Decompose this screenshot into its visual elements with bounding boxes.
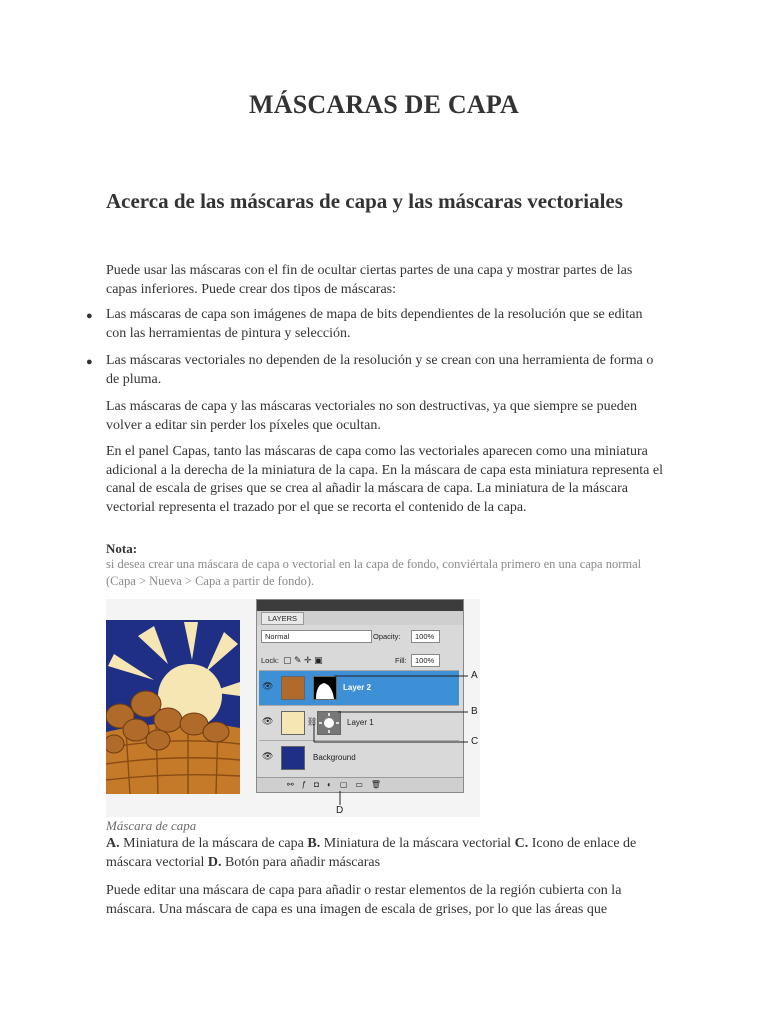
bullet-item: Las máscaras de capa son imágenes de mapa de bits dependientes de la resolución que se editan con las herramientas de pintura y selección. (106, 307, 643, 341)
note-text: si desea crear una máscara de capa o vectorial en la capa de fondo, conviértala primero en una capa normal (Capa > Nueva > Capa a partir de fondo). (106, 557, 642, 588)
legend-key: B. (307, 836, 321, 851)
callout-c: C (471, 736, 479, 747)
figure-legend (106, 835, 666, 872)
intro-paragraph: Puede usar las máscaras con el fin de ocultar ciertas partes de una capa y mostrar partes de las capas inferiores. Puede crear dos tipos de máscaras: (106, 263, 633, 297)
legend-text: Miniatura de la máscara de capa (119, 836, 308, 851)
section-heading: Acerca de las máscaras de capa y las máscaras vectoriales (106, 189, 623, 213)
bullet-dot: ● (86, 310, 93, 322)
eye-icon[interactable]: 👁 (262, 751, 274, 761)
layer-name: Layer 2 (343, 683, 372, 692)
callout-a: A (471, 670, 478, 681)
lock-icons[interactable]: ▢ ✎ ✛ ▣ (283, 655, 323, 665)
legend-text: Miniatura de la máscara vectorial (320, 836, 515, 851)
callout-b: B (471, 706, 478, 717)
legend-text: Botón para añadir máscaras (221, 854, 381, 870)
legend-text: Icono de enlace de máscara vectorial (106, 836, 637, 870)
fill-value[interactable]: 100% (411, 654, 440, 667)
panel-footer-icons[interactable]: ⚯ƒ◘◐▢▭🗑 (287, 780, 390, 789)
vector-mask-link-icon[interactable]: ⛓ (307, 717, 318, 726)
layer-name: Layer 1 (347, 718, 374, 727)
fill-label: Fill: (395, 656, 407, 665)
blend-mode-select[interactable]: Normal (261, 630, 372, 643)
opacity-value[interactable]: 100% (411, 630, 440, 643)
bullet-item: Las máscaras vectoriales no dependen de la resolución y se crean con una herramienta de forma o de pluma. (106, 353, 654, 387)
legend-key: D. (207, 854, 222, 870)
page-title: MÁSCARAS DE CAPA (249, 90, 519, 119)
eye-icon[interactable]: 👁 (262, 716, 274, 726)
callout-lines (106, 599, 480, 817)
callout-d: D (336, 805, 344, 816)
lock-label: Lock: (261, 656, 279, 665)
legend-key: A. (106, 836, 120, 851)
paragraph: Las máscaras de capa y las máscaras vectoriales no son destructivas, ya que siempre se pueden volver a editar sin perder los píxeles que ocultan. (106, 399, 638, 433)
opacity-label: Opacity: (373, 632, 401, 641)
layer-name: Background (313, 753, 356, 762)
paragraph: En el panel Capas, tanto las máscaras de capa como las vectoriales aparecen como una miniatura adicional a la derecha de la miniatura de la capa. En la máscara de capa esta miniatura representa el canal de escala de grises que se crea al añadir la máscara de capa. La miniatura de la máscara vectorial representa el trazado por el que se recorta el contenido de la capa. (106, 444, 663, 515)
figure-caption: Máscara de capa (106, 818, 197, 833)
note-heading: Nota: (106, 541, 138, 556)
tab-layers[interactable]: LAYERS (261, 612, 304, 625)
paragraph: Puede editar una máscara de capa para añadir o restar elementos de la región cubierta con la máscara. Una máscara de capa es una imagen de escala de grises, por lo que las áreas que (106, 883, 622, 917)
layer-mask-figure (106, 599, 480, 817)
legend-key: C. (514, 836, 529, 851)
eye-icon[interactable]: 👁 (262, 681, 274, 691)
bullet-dot: ● (86, 356, 93, 368)
